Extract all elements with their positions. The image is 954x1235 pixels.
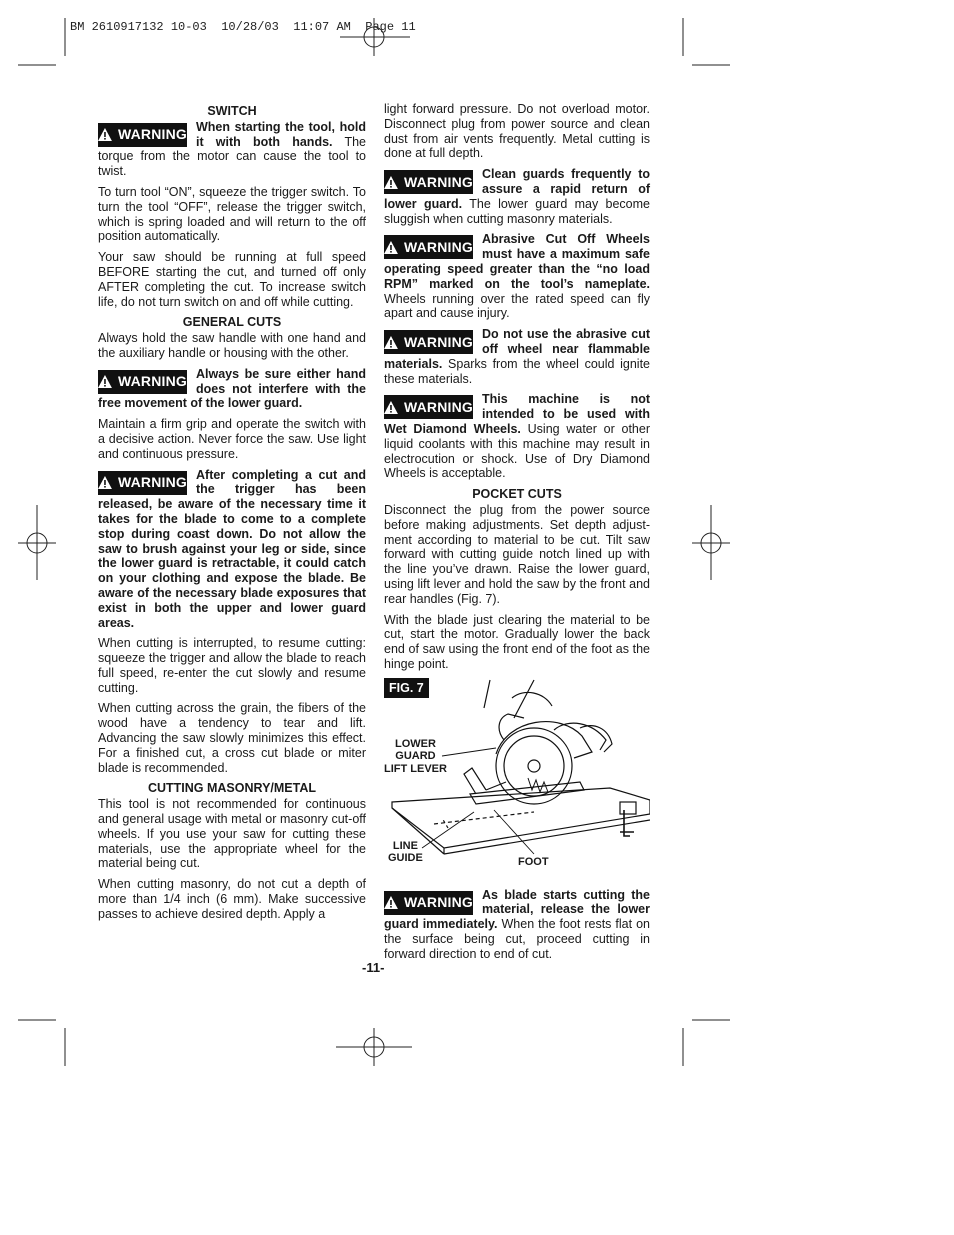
warning-text-bold: Abrasive Cut Off Wheels must have a maximum safe operating speed greater than the “no load RPM” marked on the tool’s nameplate. <box>384 232 650 291</box>
warning-text-bold: This machine is not intended to be used with Wet Diamond Wheels. <box>384 392 650 436</box>
warning-badge <box>384 395 473 419</box>
warning-triangle-icon <box>384 896 398 909</box>
warning-badge <box>384 330 473 354</box>
warning-triangle-icon <box>384 401 398 414</box>
warning-text-bold: As blade starts cutting the material, release the lower guard immediately. <box>384 887 650 932</box>
paragraph-pocket-setup: Disconnect the plug from the power source before making adjustments. Set depth adjust-ment according to material to be cut. Tilt saw forward with cutting guide notch lined up with the line you’ve drawn. Raise the lower guard, using lift lever and hold the saw by the front and rear handles (Fig. 7). <box>384 502 650 606</box>
warning-label: WARNING <box>403 398 473 415</box>
figure-label: FIG. 7 <box>384 678 429 699</box>
warning-label: WARNING <box>403 894 473 911</box>
warning-block-hands <box>98 120 366 179</box>
print-header-line: BM 2610917132 10-03 10/28/03 11:07 AM Page 11 <box>70 20 416 34</box>
warning-block-lower-guard <box>98 367 366 411</box>
warning-text: When the foot rests flat on the surface being cut, proceed cutting in forward direction to end of cut. <box>384 917 650 961</box>
right-column <box>384 102 650 968</box>
warning-triangle-icon <box>98 476 112 489</box>
paragraph-full-speed: Your saw should be running at full speed BEFORE starting the cut, and turned off only AFTER completing the cut. To increase switch life, do not turn switch on and off while cutting. <box>98 250 366 309</box>
warning-triangle-icon <box>98 375 112 388</box>
warning-badge <box>384 170 473 194</box>
warning-text: The torque from the motor can cause the tool to twist. <box>98 134 366 179</box>
figure-7 <box>384 678 650 882</box>
callout-line-guide: LINE GUIDE <box>388 839 423 865</box>
warning-block-wet-diamond <box>384 392 650 481</box>
paragraph-hold-saw: Always hold the saw handle with one hand and the auxiliary handle or housing with the other. <box>98 331 366 360</box>
paragraph-forward-pressure: light forward pressure. Do not overload motor. Disconnect plug from power source and clean dust from air vents frequently. Metal cutting is done at full depth. <box>384 102 650 161</box>
warning-badge <box>384 235 473 259</box>
warning-badge <box>98 370 187 394</box>
warning-text-bold: Always be sure either hand does not interfere with the free movement of the lower guard. <box>98 366 366 411</box>
page-number: -11- <box>362 960 385 975</box>
warning-badge <box>98 471 187 495</box>
warning-label: WARNING <box>117 126 187 143</box>
circular-saw-pocket-cut-illustration <box>384 678 650 882</box>
callout-foot: FOOT <box>518 855 549 868</box>
paragraph-not-recommended: This tool is not recommended for continuous and general usage with metal or masonry cut-off wheels. If you use your saw for cutting these materials, use the appropriate wheel for the material being cut. <box>98 797 366 871</box>
warning-label: WARNING <box>403 333 473 350</box>
warning-label: WARNING <box>403 173 473 190</box>
warning-triangle-icon <box>98 128 112 141</box>
paragraph-across-grain: When cutting across the grain, the fibers of the wood have a tendency to tear and lift. Advancing the saw slowly minimizes this effect. For a finished cut, a cross cut blade or miter blade is recommended. <box>98 701 366 775</box>
paragraph-firm-grip: Maintain a firm grip and operate the switch with a decisive action. Never force the saw. Use light and continuous pressure. <box>98 417 366 461</box>
paragraph-pocket-lower: With the blade just clearing the material to be cut, start the motor. Gradually lower the back end of saw using the front end of the foot as the hinge point. <box>384 612 650 671</box>
warning-label: WARNING <box>117 474 187 491</box>
warning-text-bold: Clean guards frequently to assure a rapid return of lower guard. <box>384 167 650 211</box>
warning-text-bold: When starting the tool, hold it with both hands. <box>196 119 366 149</box>
warning-triangle-icon <box>384 176 398 189</box>
warning-text-bold: After completing a cut and the trigger has been released, be aware of the necessary time it takes for the blade to come to a complete stop during coast down. Do not allow the saw to brush against your leg or side, since the lower guard is retractable, it could catch on your clothing and expose the blade. Be aware of the necessary blade exposures that exist in both the upper and lower guard areas. <box>98 467 366 630</box>
warning-block-abrasive-wheels <box>384 232 650 321</box>
callout-lower-guard-lift-lever: LOWER GUARD LIFT LEVER <box>384 737 447 775</box>
general-cuts-heading: GENERAL CUTS <box>182 315 282 330</box>
warning-triangle-icon <box>384 336 398 349</box>
paragraph-switch-on-off: To turn tool “ON”, squeeze the trigger switch. To turn the tool “OFF”, release the trigger switch, which is spring loaded and will return to the off position automatically. <box>98 184 366 244</box>
warning-text: Wheels running over the rated speed can fly apart and cause injury. <box>384 291 650 321</box>
masonry-heading: CUTTING MASONRY/METAL <box>147 781 317 796</box>
warning-block-clean-guards <box>384 167 650 226</box>
left-column <box>98 102 366 928</box>
warning-text-bold: Do not use the abrasive cut off wheel near flammable materials. <box>384 327 650 371</box>
warning-text: Sparks from the wheel could ignite these materials. <box>384 356 650 386</box>
warning-block-release-guard <box>384 888 650 962</box>
warning-badge <box>384 891 473 915</box>
warning-block-coast-down <box>98 468 366 631</box>
warning-label: WARNING <box>117 373 187 390</box>
pocket-cuts-heading: POCKET CUTS <box>472 487 562 502</box>
paragraph-interrupted: When cutting is interrupted, to resume cutting: squeeze the trigger and allow the blade to reach full speed, re-enter the cut slowly and resume cutting. <box>98 636 366 695</box>
warning-label: WARNING <box>403 238 473 255</box>
warning-block-flammable <box>384 327 650 386</box>
warning-text: Using water or other liquid coolants with this machine may result in electrocution or shock. Use of Dry Diamond Wheels is acceptable. <box>384 421 650 481</box>
warning-text: The lower guard may become sluggish when cutting masonry materials. <box>384 196 650 226</box>
paragraph-masonry-depth: When cutting masonry, do not cut a depth of more than 1/4 inch (6 mm). Make successive passes to achieve desired depth. Apply a <box>98 877 366 921</box>
warning-badge <box>98 123 187 147</box>
switch-heading: SWITCH <box>207 104 257 118</box>
warning-triangle-icon <box>384 241 398 254</box>
